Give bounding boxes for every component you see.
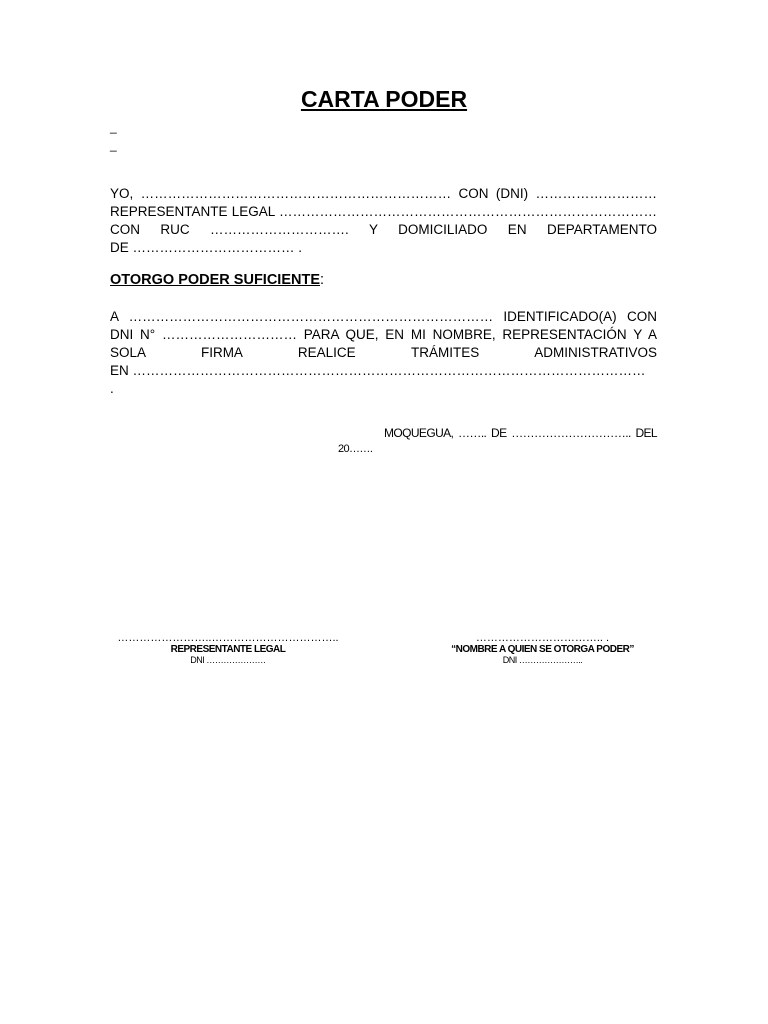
signature-right xyxy=(430,632,655,665)
date-year-line: 20……. xyxy=(338,443,373,455)
signature-dni-right: DNI ………………….. xyxy=(502,655,583,665)
signature-line-left: ……………………..…………………………….. xyxy=(117,632,339,644)
intro-line-1: YO, …………………………………………………………… CON (DNI) ……………………… xyxy=(110,186,657,201)
intro-line-4: DE ……………………………… . xyxy=(110,240,303,255)
signature-dni-left: DNI ………………… xyxy=(190,655,266,665)
body-line-5: . xyxy=(110,381,114,396)
dash-mark-2: _ xyxy=(110,138,117,152)
date-line: MOQUEGUA, …….. DE ………………………….. DEL xyxy=(384,426,657,440)
intro-line-3: CON RUC …………………………. Y DOMICILIADO EN DEPARTAMENTO xyxy=(110,222,657,237)
otorgo-heading-text: OTORGO PODER SUFICIENTE xyxy=(110,272,321,288)
body-line-1: A ……………………………………………………………………… IDENTIFICADO(A) CON xyxy=(110,309,657,324)
body-line-4: EN …………………………………………………………………………………………………… xyxy=(110,363,646,378)
body-paragraph xyxy=(110,308,657,398)
body-line-2: DNI N° ………………………… PARA QUE, EN MI NOMBRE, REPRESENTACIÓN Y A xyxy=(110,327,657,342)
otorgo-colon: : xyxy=(320,272,325,288)
signature-name-right: “NOMBRE A QUIEN SE OTORGA PODER” xyxy=(451,644,634,655)
intro-paragraph xyxy=(110,185,657,257)
signature-name-left: REPRESENTANTE LEGAL xyxy=(170,644,286,655)
body-line-3: SOLA FIRMA REALICE TRÁMITES ADMINISTRATIVOS xyxy=(110,345,657,360)
otorgo-heading xyxy=(110,272,324,288)
signature-line-right: …………………………….. . xyxy=(475,632,610,644)
signature-left xyxy=(110,632,346,665)
intro-line-2: REPRESENTANTE LEGAL ………………………………………………………………………… xyxy=(110,204,657,219)
document-title: CARTA PODER xyxy=(300,86,468,112)
dash-mark-1: _ xyxy=(110,120,117,134)
